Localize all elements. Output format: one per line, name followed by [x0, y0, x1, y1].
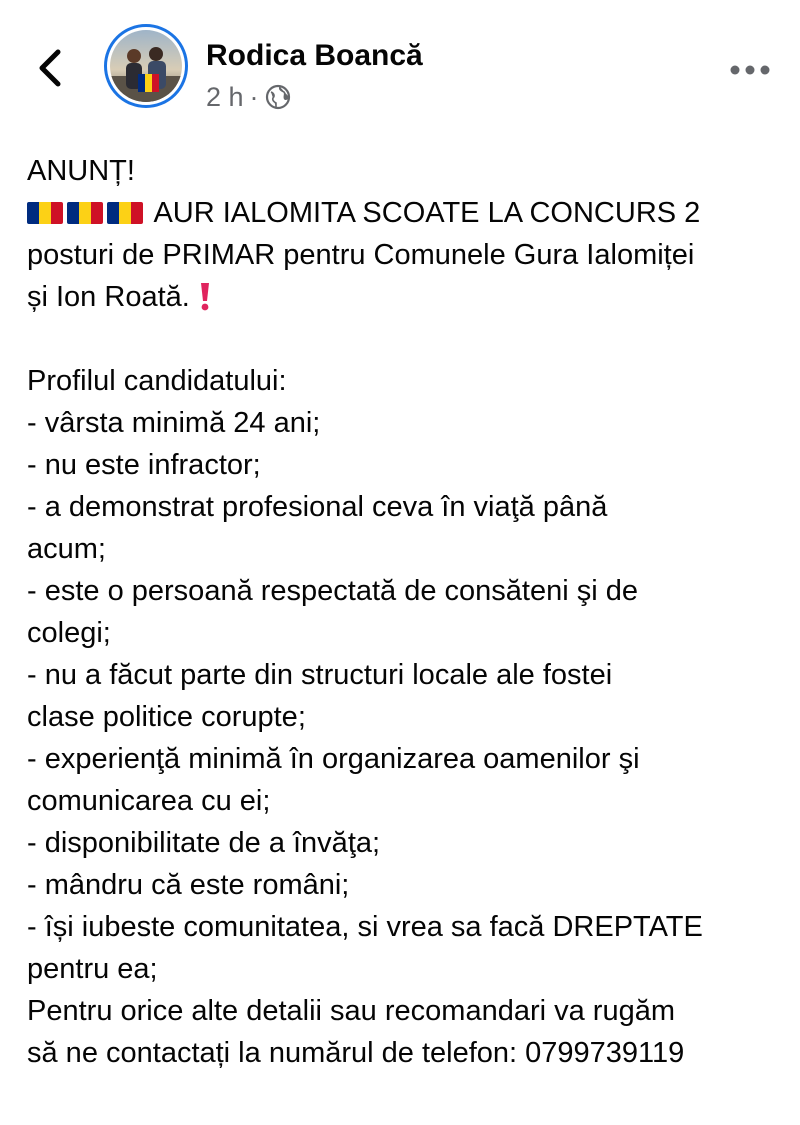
list-item: clase politice corupte; [27, 701, 306, 733]
list-item: - mândru că este români; [27, 869, 350, 901]
list-item: acum; [27, 533, 106, 565]
post-line-2: posturi de PRIMAR pentru Comunele Gura Ialomiței [27, 239, 695, 271]
more-horizontal-icon [726, 58, 774, 82]
romania-flag-icon [27, 202, 63, 224]
post-heading: ANUNȚ! [27, 155, 135, 187]
list-item: - a demonstrat profesional ceva în viaţă până [27, 491, 608, 523]
blank-line [27, 318, 787, 360]
avatar-photo [110, 30, 182, 102]
more-options-button[interactable] [726, 58, 774, 82]
globe-icon [265, 84, 291, 110]
post-header [0, 0, 800, 130]
post-time[interactable]: 2 h [206, 81, 244, 112]
post-line-3-text: și Ion Roată. [27, 281, 190, 313]
exclamation-icon [198, 281, 212, 311]
list-item: comunicarea cu ei; [27, 785, 271, 817]
list-item: - nu a făcut parte din structuri locale ale fostei [27, 659, 613, 691]
meta-separator: · [249, 81, 259, 112]
list-item: - vârsta minimă 24 ani; [27, 407, 321, 439]
profile-title: Profilul candidatului: [27, 365, 287, 397]
back-button[interactable] [30, 44, 70, 92]
post-body [27, 150, 787, 1074]
contact-line-1: Pentru orice alte detalii sau recomandari va rugăm [27, 995, 675, 1027]
post-line-1 [27, 192, 787, 234]
contact-line-2: să ne contactați la numărul de telefon: 0799739119 [27, 1037, 685, 1069]
list-item: pentru ea; [27, 953, 158, 985]
list-item: - nu este infractor; [27, 449, 261, 481]
post-line-3 [27, 276, 787, 318]
avatar[interactable] [104, 24, 188, 108]
post-line-1-text: AUR IALOMITA SCOATE LA CONCURS 2 [153, 197, 701, 229]
list-item: - disponibilitate de a învăţa; [27, 827, 381, 859]
romania-flag-icon [107, 202, 143, 224]
chevron-left-icon [30, 44, 70, 92]
list-item: colegi; [27, 617, 111, 649]
romania-flag-icon [67, 202, 103, 224]
list-item: - este o persoană respectată de consăteni şi de [27, 575, 638, 607]
post-meta [206, 80, 291, 114]
list-item: - experienţă minimă în organizarea oamenilor şi [27, 743, 640, 775]
list-item: - își iubeste comunitatea, si vrea sa facă DREPTATE [27, 911, 703, 943]
author-name[interactable]: Rodica Boancă [206, 39, 423, 72]
